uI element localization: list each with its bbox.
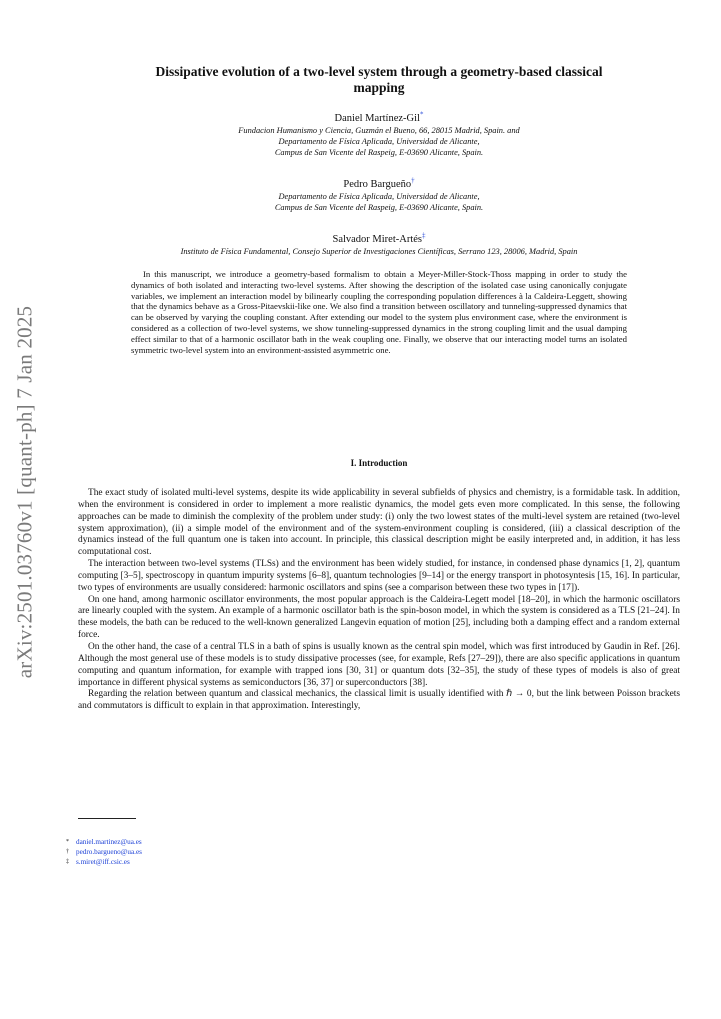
- footnote: [66, 838, 142, 848]
- title-line-2: mapping: [353, 80, 405, 95]
- footnote-mark: †: [66, 848, 69, 855]
- email-link[interactable]: daniel.martinez@ua.es: [76, 838, 142, 846]
- footnote-mark: *: [66, 839, 69, 845]
- footnote-mark[interactable]: *: [419, 110, 424, 119]
- author-block-3: [38, 233, 720, 257]
- author-name: Pedro Bargueño: [343, 179, 412, 190]
- footnote: [66, 848, 142, 858]
- abstract: In this manuscript, we introduce a geometry-based formalism to obtain a Meyer-Miller-Stock-Thoss mapping in order to study the dynamics of both isolated and interacting two-level systems. After showing the description of the isolated case using canonically conjugate variables, we implement an interaction model by bilinearly coupling the corresponding population differences à la Caldeira-Leggett, showing that the dynamics behave as a Gross-Pitaevskii-like one. We also find a transition between oscillatory and tunneling-suppressed dynamics that can be observed by varying the coupling constant. After extending our model to the system plus environment case, where the environment is considered as a collection of two-level systems, we show tunneling-suppressed dynamics in the strong coupling limit and the usual damping effect similar to that of a harmonic oscillator bath in the weak coupling one. Finally, we observe that our interacting model turns an isolated symmetric two-level system into an environment-assisted asymmetric one.: [131, 269, 627, 355]
- paper-title: [78, 64, 680, 96]
- affiliation-line: Departamento de Física Aplicada, Universidad de Alicante,: [278, 137, 480, 146]
- affiliation-line: Fundacion Humanismo y Ciencia, Guzmán el Bueno, 66, 28015 Madrid, Spain. and: [238, 126, 520, 135]
- affiliation-line: Campus de San Vicente del Raspeig, E-03690 Alicante, Spain.: [274, 203, 484, 212]
- footnote-rule: [78, 818, 136, 819]
- email-link[interactable]: s.miret@iff.csic.es: [76, 857, 130, 866]
- arxiv-id-text: arXiv:2501.03760v1 [quant-ph] 7 Jan 2025: [12, 305, 37, 679]
- title-line-1: Dissipative evolution of a two-level system through a geometry-based classical: [155, 64, 603, 79]
- body-paragraph: The interaction between two-level systems (TLSs) and the environment has been widely studied, for instance, in condensed phase dynamics [1, 2], quantum computing [3–5], spectroscopy in quantum impurity systems [6–8], quantum technologies [9–14] or the energy transport in photosyntesis [15, 16]. In particular, two types of environments are usually considered: harmonic oscillators and spins (see a comparison between these two types in [17]).: [78, 559, 680, 593]
- body-paragraph: Regarding the relation between quantum and classical mechanics, the classical limit is usually identified with ℏ → 0, but the link between Poisson brackets and commutators is difficult to explain in that approximation. Interestingly,: [78, 689, 680, 712]
- author-block-1: [78, 112, 680, 158]
- footnotes: [66, 838, 142, 867]
- body-paragraph: On the other hand, the case of a central TLS in a bath of spins is usually known as the central spin model, which was first introduced by Gaudin in Ref. [26]. Although the most general use of these models is to study dissipative processes (see, for example, Refs [27–29]), there are also specific applications in quantum computing and quantum information, for example with trapped ions [30, 31] or quantum dots [32–35], the study of these types of models is also of great importance in different physical systems as semiconductors [36, 37] or superconductors [38].: [78, 641, 680, 688]
- body-text: [78, 488, 680, 713]
- affiliation-line: Campus de San Vicente del Raspeig, E-03690 Alicante, Spain.: [274, 148, 484, 157]
- section-heading: I. Introduction: [350, 458, 408, 468]
- author-block-2: [78, 178, 680, 213]
- arxiv-identifier-stamp: [8, 305, 42, 679]
- author-name: Daniel Martínez-Gil: [334, 113, 420, 124]
- footnote-mark[interactable]: ‡: [422, 231, 426, 240]
- author-name: Salvador Miret-Artés: [332, 234, 423, 245]
- footnote-mark[interactable]: †: [411, 176, 415, 185]
- footnote-mark: ‡: [66, 858, 69, 865]
- affiliation-line: Departamento de Física Aplicada, Universidad de Alicante,: [278, 192, 480, 201]
- affiliation-line: Instituto de Física Fundamental, Consejo Superior de Investigaciones Científicas, Serrano 123, 28006, Madrid, Spain: [180, 247, 578, 256]
- body-paragraph: On one hand, among harmonic oscillator environments, the most popular approach is the Caldeira-Legett model [18–20], in which the harmonic oscillators are linearly coupled with the system. An example of a harmonic oscillator bath is the spin-boson model, in which the system is considered as a TLS [21–24]. In these models, the bath can be reduced to the well-known generalized Langevin equation of motion [25], including both a damping effect and a random external force.: [78, 594, 680, 641]
- email-link[interactable]: pedro.bargueno@ua.es: [76, 847, 142, 856]
- body-paragraph: The exact study of isolated multi-level systems, despite its wide applicability in several subfields of physics and chemistry, is a formidable task. In addition, when the environment is considered in order to implement a more realistic dynamics, the model gets even more complicated. In this sense, the following approaches can be made to diminish the complexity of the problem under study: (i) only the two lowest states of the multi-level system are retained (two-level system approximation), (ii) a simple model of the environment and of the system-environment coupling is considered, (iii) a classical description of the dynamics instead of the full quantum one is taken into account. In principle, this classical description might be easily interpreted and, in addition, it has less computational cost.: [78, 488, 680, 558]
- footnote: [66, 858, 142, 868]
